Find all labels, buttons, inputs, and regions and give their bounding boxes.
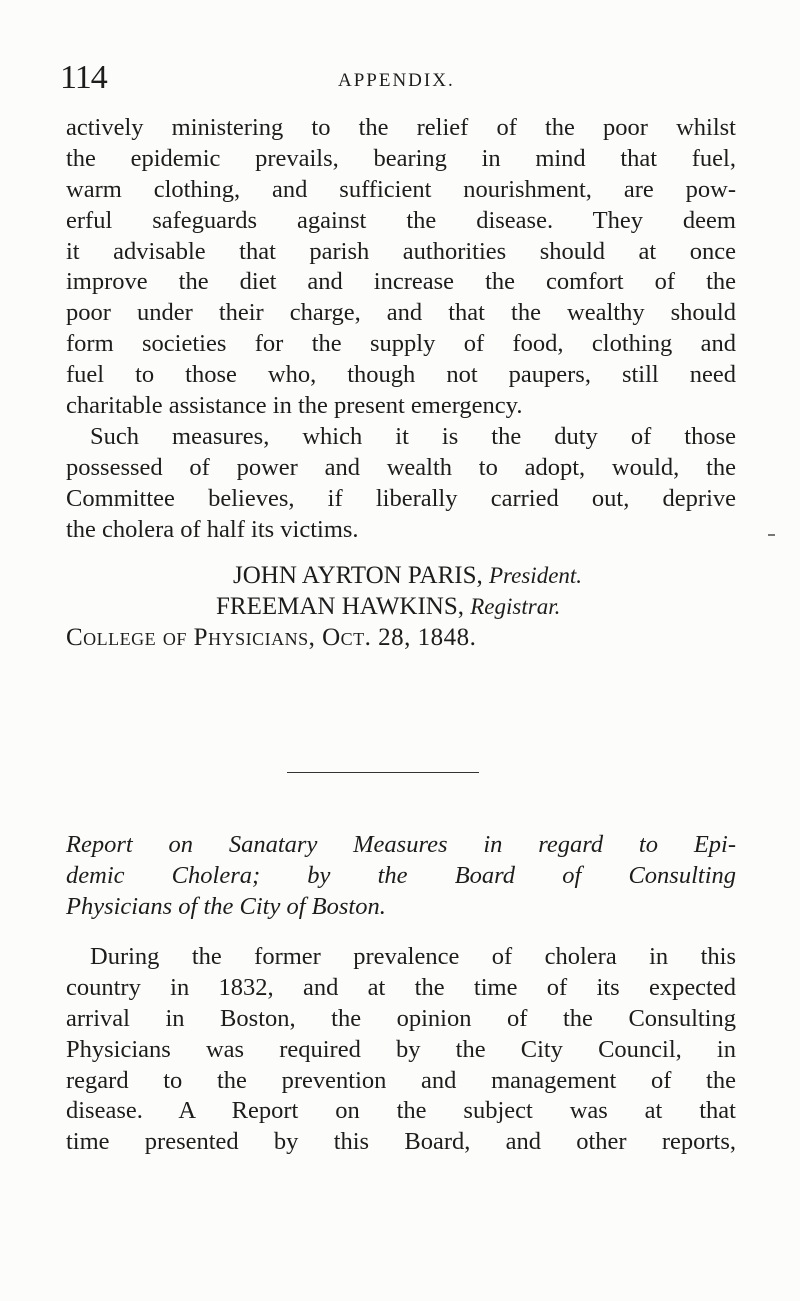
text-line: Such measures, which it is the duty of those	[90, 422, 736, 450]
registrar-signature	[66, 591, 736, 622]
text-line: During the former prevalence of cholera in this	[90, 943, 736, 970]
signature-block	[66, 560, 736, 653]
text-line: it advisable that parish authorities should at once	[66, 237, 736, 265]
president-name: JOHN AYRTON PARIS,	[233, 562, 483, 589]
text-line: improve the diet and increase the comfort of the	[66, 268, 736, 296]
page-header	[60, 58, 742, 98]
margin-mark	[768, 534, 775, 536]
report-title	[66, 829, 736, 922]
text-line: the cholera of half its victims.	[66, 515, 359, 543]
title-line: demic Cholera; by the Board of Consulting	[66, 862, 736, 889]
registrar-name: FREEMAN HAWKINS,	[216, 593, 464, 620]
text-line: Physicians was required by the City Council, in	[66, 1035, 736, 1063]
president-title: President.	[489, 563, 583, 588]
body-text-bottom	[66, 942, 736, 1158]
text-line: country in 1832, and at the time of its expected	[66, 973, 736, 1001]
title-line: Physicians of the City of Boston.	[66, 893, 386, 920]
text-line: regard to the prevention and management of the	[66, 1066, 736, 1094]
page-number: 114	[60, 59, 107, 96]
text-line: form societies for the supply of food, clothing and	[66, 330, 736, 358]
text-line: warm clothing, and sufficient nourishment, are pow-	[66, 175, 736, 203]
text-line: arrival in Boston, the opinion of the Consulting	[66, 1004, 736, 1032]
body-text-top	[66, 113, 736, 545]
registrar-title: Registrar.	[470, 594, 561, 619]
running-head: APPENDIX.	[338, 70, 455, 91]
text-line: time presented by this Board, and other reports,	[66, 1128, 736, 1156]
text-line: erful safeguards against the disease. They deem	[66, 206, 736, 234]
text-line: disease. A Report on the subject was at that	[66, 1097, 736, 1125]
text-line: fuel to those who, though not paupers, still need	[66, 361, 736, 389]
text-line: actively ministering to the relief of the poor whilst	[66, 114, 736, 141]
title-line: Report on Sanatary Measures in regard to Epi-	[66, 831, 736, 858]
place-date: College of Physicians, Oct. 28, 1848.	[66, 624, 477, 651]
text-line: Committee believes, if liberally carried out, deprive	[66, 484, 736, 512]
text-line: charitable assistance in the present emergency.	[66, 392, 523, 420]
text-line: possessed of power and wealth to adopt, would, the	[66, 453, 736, 481]
text-line: poor under their charge, and that the wealthy should	[66, 299, 736, 327]
section-divider	[287, 772, 479, 773]
book-page	[60, 0, 742, 1301]
president-signature	[66, 560, 736, 591]
text-line: the epidemic prevails, bearing in mind that fuel,	[66, 144, 736, 172]
